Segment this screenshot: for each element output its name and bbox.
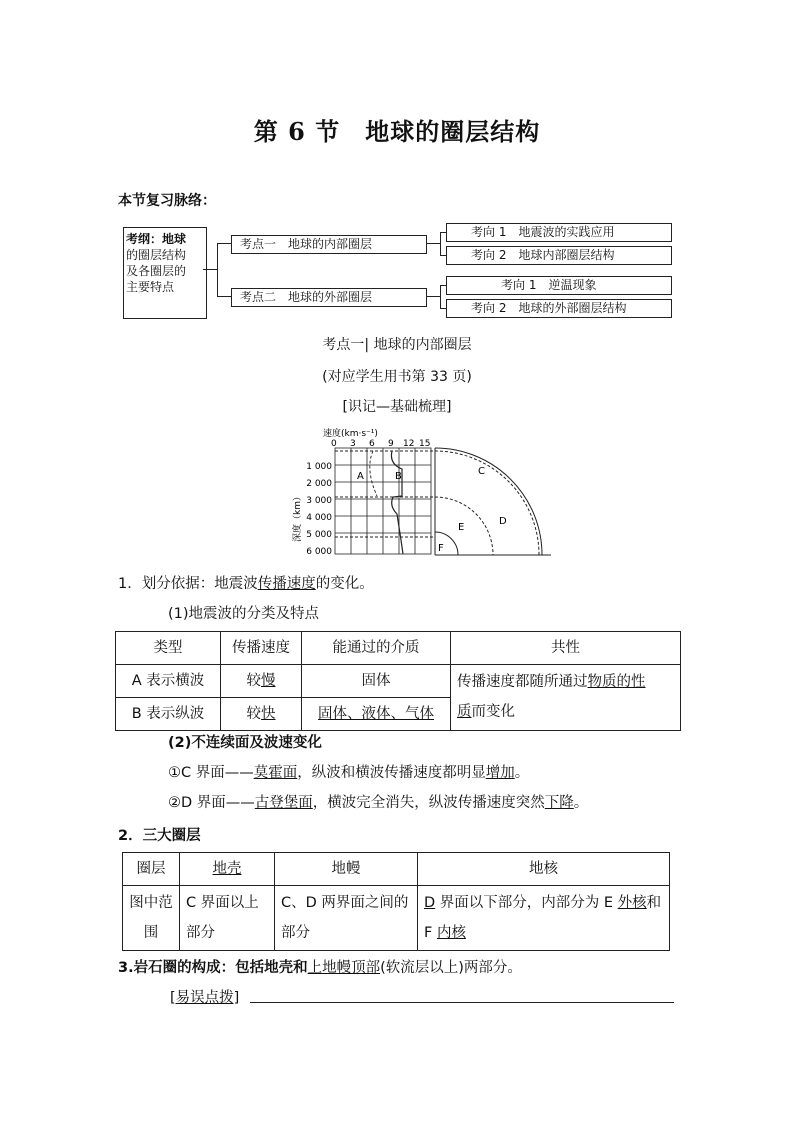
section-sub: [识记—基础梳理] bbox=[342, 399, 452, 415]
tip-rule bbox=[250, 1002, 674, 1003]
outline-p1-dir1: 考向 1 地震波的实践应用 bbox=[446, 223, 672, 242]
speed-tick: 6 bbox=[369, 439, 375, 449]
outline-p2-dir1: 考向 1 逆温现象 bbox=[446, 276, 672, 295]
root-line-1: 考纲：地球 bbox=[126, 232, 187, 246]
table-row bbox=[123, 886, 670, 951]
table-row bbox=[116, 632, 681, 665]
outline-p1-dir2: 考向 2 地球内部圈层结构 bbox=[446, 246, 672, 265]
table-cell: 图中范围 bbox=[123, 886, 180, 951]
table-header: 传播速度 bbox=[221, 632, 302, 665]
label-a: A bbox=[357, 471, 364, 482]
table-cell-common: 传播速度都随所通过物质的性 质而变化 bbox=[451, 665, 681, 731]
item3: 3.岩石圈的构成：包括地壳和上地幔顶部(软流层以上)两部分。 bbox=[118, 960, 522, 976]
table-header: 地壳 bbox=[180, 853, 275, 886]
speed-tick: 9 bbox=[388, 439, 394, 449]
speed-tick: 12 bbox=[403, 439, 415, 449]
label-f: F bbox=[438, 543, 444, 554]
outline-point2: 考点二 地球的外部圈层 bbox=[231, 288, 427, 307]
root-line-3: 及各圈层的 bbox=[126, 264, 187, 278]
tip-label: [易误点拨] bbox=[170, 990, 240, 1006]
table-cell: 固体、液体、气体 bbox=[302, 698, 451, 731]
table-cell: C 界面以上部分 bbox=[180, 886, 275, 951]
table-row bbox=[116, 665, 681, 698]
label-e: E bbox=[458, 522, 465, 533]
speed-tick: 15 bbox=[419, 439, 431, 449]
sub2: (2)不连续面及波速变化 bbox=[168, 735, 322, 751]
item2: 2．三大圈层 bbox=[118, 828, 201, 844]
table-cell: C、D 两界面之间的部分 bbox=[275, 886, 418, 951]
seismic-wave-figure bbox=[285, 424, 555, 560]
item1 bbox=[118, 572, 374, 593]
outline-p2-dir2: 考向 2 地球的外部圈层结构 bbox=[446, 299, 672, 318]
section-ref: (对应学生用书第 33 页) bbox=[322, 369, 472, 385]
depth-axis-label: 深度（km） bbox=[293, 492, 303, 542]
table-header: 共性 bbox=[451, 632, 681, 665]
page-title: 第 6 节 地球的圈层结构 bbox=[253, 117, 541, 146]
depth-tick: 4 000 bbox=[306, 513, 332, 523]
speed-ticks bbox=[331, 439, 430, 449]
outline-root bbox=[123, 227, 207, 319]
table-cell: D 界面以下部分，内部分为 E 外核和 F 内核 bbox=[418, 886, 670, 951]
table-cell: B 表示纵波 bbox=[116, 698, 221, 731]
section-heading: 考点一| 地球的内部圈层 bbox=[322, 337, 472, 353]
depth-ticks bbox=[306, 462, 332, 557]
table-cell: A 表示横波 bbox=[116, 665, 221, 698]
depth-tick: 3 000 bbox=[306, 496, 332, 506]
speed-axis-label: 速度(km·s⁻¹) bbox=[323, 429, 378, 439]
root-line-4: 主要特点 bbox=[126, 280, 175, 294]
speed-tick: 3 bbox=[350, 439, 356, 449]
sub1: (1)地震波的分类及特点 bbox=[168, 606, 320, 622]
item1-underlined: 传播速度 bbox=[257, 576, 316, 592]
depth-tick: 6 000 bbox=[306, 547, 332, 557]
table-cell: 较慢 bbox=[221, 665, 302, 698]
item1-prefix: 1．划分依据：地震波 bbox=[118, 576, 258, 592]
table-row bbox=[123, 853, 670, 886]
layers-table bbox=[122, 852, 670, 951]
wave-table bbox=[115, 631, 681, 731]
speed-tick: 0 bbox=[331, 439, 337, 449]
table-header: 圈层 bbox=[123, 853, 180, 886]
depth-tick: 5 000 bbox=[306, 530, 332, 540]
depth-tick: 1 000 bbox=[306, 462, 332, 472]
table-header: 类型 bbox=[116, 632, 221, 665]
discontinuity-d: ②D 界面——古登堡面，横波完全消失，纵波传播速度突然下降。 bbox=[168, 795, 589, 811]
item1-suffix: 的变化。 bbox=[315, 576, 374, 592]
label-c: C bbox=[478, 466, 485, 477]
table-cell: 固体 bbox=[302, 665, 451, 698]
table-header: 地幔 bbox=[275, 853, 418, 886]
depth-tick: 2 000 bbox=[306, 479, 332, 489]
root-line-2: 的圈层结构 bbox=[126, 248, 187, 262]
intro-label: 本节复习脉络： bbox=[118, 193, 216, 209]
discontinuity-c: ①C 界面——莫霍面，纵波和横波传播速度都明显增加。 bbox=[168, 765, 530, 781]
outline-point1: 考点一 地球的内部圈层 bbox=[231, 235, 427, 254]
label-b: B bbox=[395, 471, 402, 482]
label-d: D bbox=[499, 516, 507, 527]
table-header: 地核 bbox=[418, 853, 670, 886]
table-header: 能通过的介质 bbox=[302, 632, 451, 665]
table-cell: 较快 bbox=[221, 698, 302, 731]
